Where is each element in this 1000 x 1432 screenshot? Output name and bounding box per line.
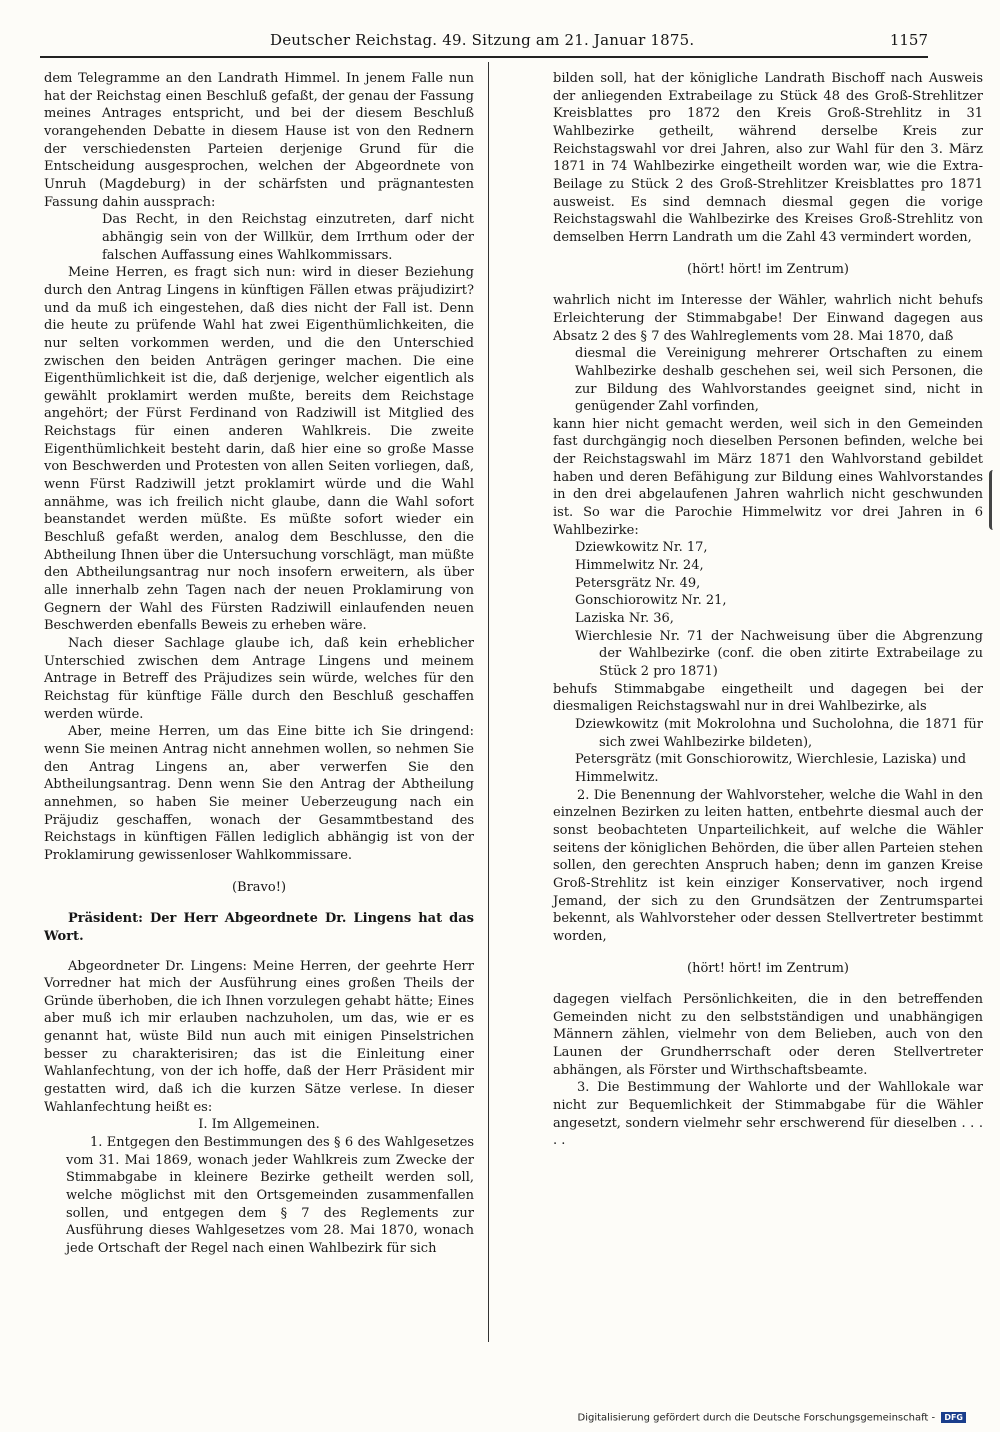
column-divider — [488, 62, 489, 1342]
interjection: (hört! hört! im Zentrum) — [687, 960, 849, 976]
paragraph: Nach dieser Sachlage glaube ich, daß kein erheblicher Unterschied zwischen dem Antrage Lingens und meinem Antrage in Betreff des Präjudizes sein würde, welches für den Reichstag für künftige Fälle durch den Beschluß geschaffen werden würde. — [44, 636, 474, 722]
quotation: diesmal die Vereinigung mehrerer Ortschaften zu einem Wahlbezirke deshalb geschehen sei, weil sich Personen, die zur Bildung des Wahlvorstandes geeignet sind, nicht in genügender Zahl vorfinden, — [575, 346, 983, 415]
digitization-credit — [578, 1412, 967, 1424]
header-rule — [40, 56, 928, 58]
right-column — [553, 70, 983, 1150]
paragraph: Aber, meine Herren, um das Eine bitte ich Sie dringend: wenn Sie meinen Antrag nicht annehmen wollen, so nehmen Sie den Antrag Lingens an, aber verwerfen Sie den Abtheilungsantrag. Denn wenn Sie den Antrag der Abtheilung annehmen, so haben Sie meiner Ueberzeugung nach ein Präjudiz geschaffen, wonach der Gesammtbestand des Reichstags in künftigen Fällen lediglich abhängig ist von der Proklamirung gewissenloser Wahlkommissare. — [44, 724, 474, 863]
left-column — [44, 70, 474, 1258]
list-item: Laziska Nr. 36, — [575, 611, 674, 627]
paragraph: 3. Die Bestimmung der Wahlorte und der Wahllokale war nicht zur Bequemlichkeit der Stimmabgabe für die Wähler angesetzt, sondern vielmehr sehr erschwerend für dieselben . . . . . — [553, 1080, 983, 1149]
paragraph: dagegen vielfach Persönlichkeiten, die in den betreffenden Gemeinden nicht zu den selbstständigen und unabhängigen Männern zählen, vielmehr von dem Belieben, auch von den Launen der Grundherrschaft oder deren Stellvertreter abhängen, als Förster und Wirthschaftsbeamte. — [553, 992, 983, 1078]
section-heading: I. Im Allgemeinen. — [198, 1117, 320, 1133]
paragraph: Meine Herren, es fragt sich nun: wird in dieser Beziehung durch den Antrag Lingens in künftigen Fällen etwas präjudizirt? und da muß ich eingestehen, daß dies nicht der Fall ist. Denn die heute zu prüfende Wahl hat zwei Eigenthümlichkeiten, die nur selten vorkommen werden, und die den Unterschied zwischen den beiden Anträgen geringer machen. Die eine Eigenthümlichkeit ist die, daß derjenige, welcher eigentlich als gewählt proklamirt werden mußte, bereits dem Reichstage angehört; der Fürst Ferdinand von Radziwill ist Mitglied des Reichstags für einen anderen Wahlkreis. Die zweite Eigenthümlichkeit besteht darin, daß hier eine so große Masse von Beschwerden und Protesten von allen Seiten vorliegen, daß, wenn Fürst Radziwill jetzt proklamirt würde und die Wahl annähme, was ich freilich nicht glaube, dann die Wahl sofort beanstandet werden müßte. Es müßte sofort wieder ein Beschluß gefaßt werden, analog dem Beschlusse, den die Abtheilung Ihnen über die Untersuchung vorschlägt, man müßte den Abtheilungsantrag nur noch insofern erweitern, als über alle innerhalb zehn Tagen nach der neuen Proklamirung von Gegnern der Wahl des Fürsten Radziwill einlaufenden neuen Beschwerden ebenfalls Beweis zu erheben wäre. — [44, 265, 474, 634]
paragraph: wahrlich nicht im Interesse der Wähler, wahrlich nicht behufs Erleichterung der Stimmabgabe! Der Einwand dagegen aus Absatz 2 des § 7 des Wahlreglements vom 28. Mai 1870, daß — [553, 293, 983, 344]
speaker-paragraph: Präsident: Der Herr Abgeordnete Dr. Lingens hat das Wort. — [44, 911, 474, 944]
list-item: Himmelwitz Nr. 24, — [575, 558, 704, 574]
paragraph: Abgeordneter Dr. Lingens: Meine Herren, der geehrte Herr Vorredner hat mich der Ausführung eines großen Theils der Gründe überhoben, die ich Ihnen vorzulegen gehabt hätte; Eines aber muß ich mir erlauben nachzuholen, um das, wie er es genannt hat, wüste Bild nun auch mit einigen Pinselstrichen besser zu charakterisiren; das ist die Einleitung einer Wahlanfechtung, von der ich hoffe, daß der Herr Präsident mir gestatten wird, daß ich die kurzen Sätze verlese. In dieser Wahlanfechtung heißt es: — [44, 958, 474, 1115]
interjection: (hört! hört! im Zentrum) — [687, 261, 849, 277]
quotation: Das Recht, in den Reichstag einzutreten, darf nicht abhängig sein von der Willkür, dem Irrthum oder der falschen Auffassung eines Wahlkommissars. — [102, 212, 474, 263]
interjection: (Bravo!) — [231, 879, 287, 895]
page-number: 1157 — [889, 31, 928, 49]
list-item: Dziewkowitz Nr. 17, — [575, 540, 708, 556]
running-title: Deutscher Reichstag. 49. Sitzung am 21. Januar 1875. — [270, 31, 695, 49]
list-item: Petersgrätz (mit Gonschiorowitz, Wierchlesie, Laziska) und — [575, 752, 967, 768]
paragraph: dem Telegramme an den Landrath Himmel. In jenem Falle nun hat der Reichstag einen Beschluß gefaßt, der genau der Fassung meines Antrages entspricht, und bei der diesem Beschluß vorangehenden Debatte in diesem Hause ist von den Rednern der verschiedensten Parteien derjenige Grund für die Entscheidung ausgesprochen, welchen der Abgeordnete von Unruh (Magdeburg) in der schärfsten und prägnantesten Fassung dahin aussprach: — [44, 71, 474, 210]
list-item: Wierchlesie Nr. 71 der Nachweisung über die Abgrenzung der Wahlbezirke (conf. die oben zitirte Extrabeilage zu Stück 2 pro 1871) — [575, 628, 983, 679]
spacer — [44, 946, 474, 958]
credit-text: Digitalisierung gefördert durch die Deutsche Forschungsgemeinschaft - — [577, 1412, 936, 1424]
list-item: Petersgrätz Nr. 49, — [575, 575, 701, 591]
page-edge-mark — [989, 470, 1000, 530]
list-item: Himmelwitz. — [575, 769, 659, 785]
list-item: Dziewkowitz (mit Mokrolohna und Sucholohna, die 1871 für sich zwei Wahlbezirke bildeten), — [575, 716, 983, 750]
paragraph: behufs Stimmabgabe eingetheilt und dagegen bei der diesmaligen Reichstagswahl nur in drei Wahlbezirke, als — [553, 681, 983, 715]
quotation: 1. Entgegen den Bestimmungen des § 6 des Wahlgesetzes vom 31. Mai 1869, wonach jeder Wahlkreis zum Zwecke der Stimmabgabe in kleinere Bezirke getheilt werden soll, welche möglichst mit den Ortsgemeinden zusammenfallen sollen, und entgegen dem § 7 des Reglements zur Ausführung dieses Wahlgesetzes vom 28. Mai 1870, wonach jede Ortschaft der Regel nach einen Wahlbezirk für sich — [66, 1135, 474, 1256]
list-item: Gonschiorowitz Nr. 21, — [575, 593, 727, 609]
paragraph: bilden soll, hat der königliche Landrath Bischoff nach Ausweis der anliegenden Extrabeilage zu Stück 48 des Groß-Strehlitzer Kreisblattes pro 1872 den Kreis Groß-Strehlitz in 31 Wahlbezirke getheilt, während derselbe Kreis zur Reichstagswahl vor drei Jahren, also zur Wahl für den 3. März 1871 in 74 Wahlbezirke eingetheilt worden war, wie die Extra-Beilage zu Stück 2 des Groß-Strehlitzer Kreisblattes pro 1871 ausweist. Es sind demnach diesmal gegen die vorige Reichstagswahl die Wahlbezirke des Kreises Groß-Strehlitz von demselben Herrn Landrath um die Zahl 43 vermindert worden, — [553, 71, 983, 245]
paragraph: kann hier nicht gemacht werden, weil sich in den Gemeinden fast durchgängig noch dieselben Personen befinden, welche bei der Reichstagswahl im März 1871 den Wahlvorstand gebildet haben und deren Befähigung zur Bildung eines Wahlvorstandes in den drei abgelaufenen Jahren wahrlich nicht geschwunden ist. So war die Parochie Himmelwitz vor drei Jahren in 6 Wahlbezirke: — [553, 416, 983, 538]
dfg-logo: DFG — [941, 1412, 966, 1423]
paragraph: 2. Die Benennung der Wahlvorsteher, welche die Wahl in den einzelnen Bezirken zu leiten hatten, entbehrte diesmal auch der sonst beobachteten Unparteilichkeit, auf welche die Wähler seitens der königlichen Behörden, die über allen Parteien stehen sollen, den gerechten Anspruch haben; denn im ganzen Kreise Groß-Strehlitz ist kein einziger Konservativer, noch irgend Jemand, der sich zu den Grundsätzen der Zentrumspartei bekennt, als Wahlvorsteher oder dessen Stellvertreter bestimmt worden, — [553, 787, 983, 944]
running-header — [40, 28, 928, 52]
